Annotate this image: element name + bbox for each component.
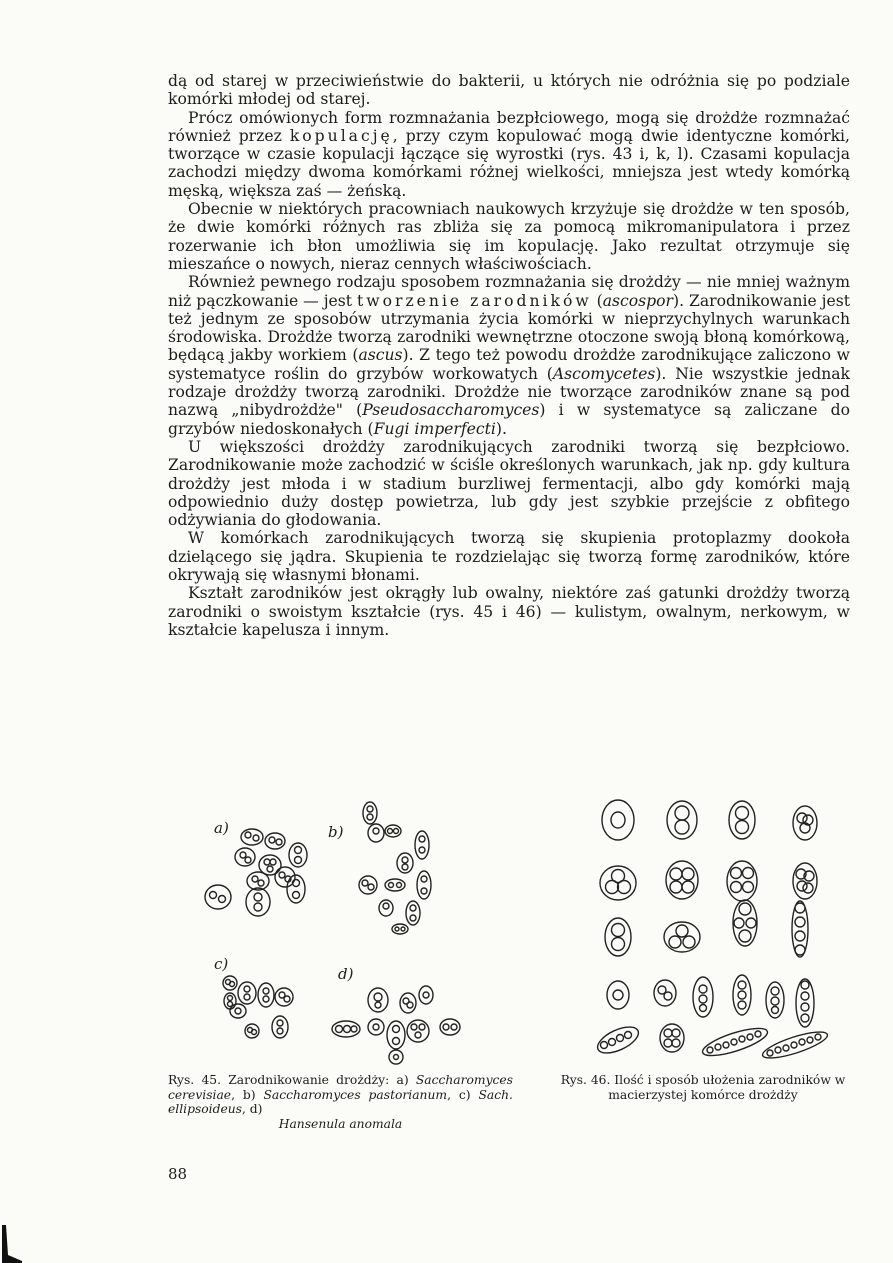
body-text [168,72,850,639]
label-c: c) [214,955,229,973]
label-b: b) [328,823,344,841]
cells-d [332,986,460,1064]
figure-45-caption: Rys. 45. Zarodnikowanie drożdży: a) Saccharomyces cerevisiae, b) Saccharomyces pastorianum, c) Sach. ellipsoideus, d) Hansenula anomala [168,1073,513,1131]
yeast-sporulation-drawing [200,805,460,1065]
figure-46-caption: Rys. 46. Ilość i sposób ułożenia zarodników w macierzystej komórce drożdży [560,1073,846,1102]
cells-a [205,829,307,916]
spore-arrangement-drawing [590,795,855,1070]
row-5 [594,1022,830,1063]
spaced-term: tworzenie zarodników [357,291,592,310]
paragraph-3: Obecnie w niektórych pracowniach naukowych krzyżuje się drożdże w ten sposób, że dwie komórki różnych ras zbliża się za pomocą mikromanipulatora i przez rozerwanie ich błon umożliwia się im kopulację. Jako rezultat otrzymuje się mieszańce o nowych, nieraz cennych właściwościach. [168,200,850,273]
label-d: d) [338,965,354,983]
figure-45-illustration [200,805,460,1065]
row-1 [602,800,817,840]
cells-c [223,976,293,1038]
paragraph-7: Kształt zarodników jest okrągły lub owalny, niektóre zaś gatunki drożdży tworzą zarodniki o swoistym kształcie (rys. 45 i 46) — kulistym, owalnym, nerkowym, w kształcie kapelusza i innym. [168,584,850,639]
paragraph-6: W komórkach zarodnikujących tworzą się skupienia protoplazmy dookoła dzielącego się jądra. Skupienia te rozdzielając się tworzą formę zarodników, które okrywają się własnymi błonami. [168,529,850,585]
scan-edge-mark [0,1225,24,1263]
paragraph-1: dą od starej w przeciwieństwie do bakterii, u których nie odróżnia się po podziale komórki młodej od starej. [168,72,850,109]
paragraph-4: Również pewnego rodzaju sposobem rozmnażania się drożdży — nie mniej ważnym niż pączkowanie — jest tworzenie zarodników (ascospor). Zarodnikowanie jest też jednym ze sposobów utrzymania życia komórki w nieprzychylnych warunkach środowiska. Drożdże tworzą zarodniki wewnętrzne otoczone swoją błoną komórkową, będącą jakby workiem (ascus). Z tego też powodu drożdże zarodnikujące zaliczono w systematyce roślin do grzybów workowatych (Ascomycetes). Nie wszystkie jednak rodzaje drożdży tworzą zarodniki. Drożdże nie tworzące zarodników znane są pod nazwą „nibydrożdże" (Pseudosaccharomyces) i w systematyce są zaliczane do grzybów niedoskonałych (Fugi imperfecti). [168,273,851,438]
paragraph-2: Prócz omówionych form rozmnażania bezpłciowego, mogą się drożdże rozmnażać również przez kopulację, przy czym kopulować mogą dwie identyczne komórki, tworzące w czasie kopulacji łączące się wyrostki (rys. 43 i, k, l). Czasami kopulacja zachodzi między dwoma komórkami różnej wielkości, mniejsza jest wtedy komórką męską, większa zaś — żeńską. [168,108,850,200]
figure-46-illustration [590,795,855,1070]
label-a: a) [214,819,229,837]
row-4 [607,975,814,1027]
row-2 [600,861,817,901]
row-3 [605,900,808,957]
spaced-term: kopulację [289,126,393,145]
cells-b [359,802,431,934]
page-number: 88 [168,1165,188,1183]
paragraph-5: U większości drożdży zarodnikujących zarodniki tworzą się bezpłciowo. Zarodnikowanie może zachodzić w ściśle określonych warunkach, jak np. gdy kultura drożdży jest młoda i w stadium burzliwej fermentacji, albo gdy komórki mają odpowiednio duży dostęp powietrza, lub gdy jest szybkie przejście z obfitego odżywiania do głodowania. [168,437,850,530]
